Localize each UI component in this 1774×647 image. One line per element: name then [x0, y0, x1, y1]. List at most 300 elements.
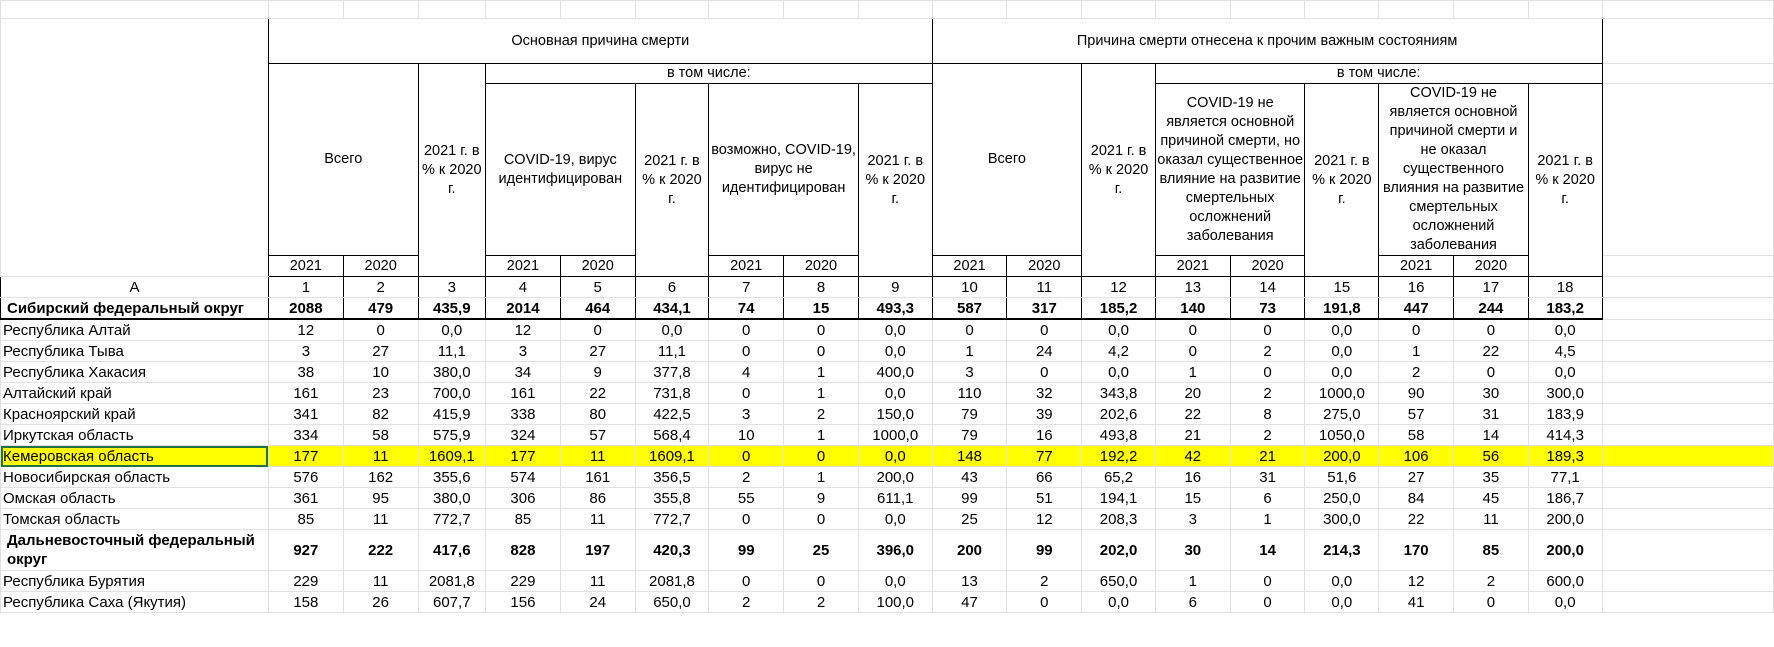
blank-cell[interactable] — [1602, 362, 1773, 383]
data-cell[interactable]: 0 — [709, 341, 784, 362]
data-cell[interactable]: 56 — [1454, 446, 1529, 467]
data-cell[interactable]: 9 — [560, 362, 635, 383]
blank-cell[interactable] — [418, 1, 486, 19]
data-cell[interactable]: 222 — [343, 530, 418, 571]
blank-cell[interactable] — [1602, 256, 1773, 277]
data-cell[interactable]: 8 — [1230, 404, 1305, 425]
data-cell[interactable]: 74 — [709, 298, 784, 320]
data-cell[interactable]: 1 — [932, 341, 1007, 362]
data-cell[interactable]: 32 — [1007, 383, 1082, 404]
corner-header-cell[interactable] — [1, 19, 269, 277]
data-cell[interactable]: 0,0 — [1305, 341, 1379, 362]
region-name-cell[interactable]: Кемеровская область — [1, 446, 269, 467]
blank-cell[interactable] — [1602, 488, 1773, 509]
column-index-number[interactable]: 18 — [1528, 277, 1602, 298]
data-cell[interactable]: 4,5 — [1528, 341, 1602, 362]
data-cell[interactable]: 14 — [1230, 530, 1305, 571]
data-cell[interactable]: 2 — [709, 467, 784, 488]
column-index-number[interactable]: 10 — [932, 277, 1007, 298]
data-cell[interactable]: 4,2 — [1082, 341, 1156, 362]
data-cell[interactable]: 200,0 — [858, 467, 932, 488]
data-cell[interactable]: 0 — [1454, 362, 1529, 383]
data-cell[interactable]: 170 — [1379, 530, 1454, 571]
data-cell[interactable]: 568,4 — [635, 425, 709, 446]
data-cell[interactable]: 208,3 — [1082, 509, 1156, 530]
data-cell[interactable]: 161 — [560, 467, 635, 488]
data-cell[interactable]: 200,0 — [1528, 530, 1602, 571]
data-cell[interactable]: 23 — [343, 383, 418, 404]
data-cell[interactable]: 0,0 — [635, 319, 709, 341]
data-cell[interactable]: 191,8 — [1305, 298, 1379, 320]
data-cell[interactable]: 16 — [1007, 425, 1082, 446]
data-cell[interactable]: 24 — [560, 592, 635, 613]
data-cell[interactable]: 11 — [560, 571, 635, 592]
data-cell[interactable]: 343,8 — [1082, 383, 1156, 404]
data-cell[interactable]: 355,6 — [418, 467, 486, 488]
data-cell[interactable]: 86 — [560, 488, 635, 509]
data-cell[interactable]: 0,0 — [1305, 592, 1379, 613]
data-cell[interactable]: 1 — [1230, 509, 1305, 530]
data-cell[interactable]: 26 — [343, 592, 418, 613]
data-cell[interactable]: 55 — [709, 488, 784, 509]
blank-cell[interactable] — [635, 1, 709, 19]
blank-cell[interactable] — [1602, 383, 1773, 404]
data-cell[interactable]: 600,0 — [1528, 571, 1602, 592]
data-cell[interactable]: 0,0 — [858, 509, 932, 530]
data-cell[interactable]: 0,0 — [858, 446, 932, 467]
data-cell[interactable]: 214,3 — [1305, 530, 1379, 571]
column-index-number[interactable]: 4 — [486, 277, 561, 298]
data-cell[interactable]: 57 — [560, 425, 635, 446]
data-cell[interactable]: 1 — [784, 383, 859, 404]
data-cell[interactable]: 22 — [1379, 509, 1454, 530]
data-cell[interactable]: 3 — [709, 404, 784, 425]
data-cell[interactable]: 828 — [486, 530, 561, 571]
data-cell[interactable]: 1609,1 — [418, 446, 486, 467]
data-cell[interactable]: 334 — [268, 425, 343, 446]
header-pct-col6[interactable]: 2021 г. в % к 2020 г. — [635, 84, 709, 277]
data-cell[interactable]: 51,6 — [1305, 467, 1379, 488]
data-cell[interactable]: 1 — [1155, 571, 1230, 592]
data-cell[interactable]: 0 — [1007, 362, 1082, 383]
data-cell[interactable]: 2088 — [268, 298, 343, 320]
header-year-2021[interactable]: 2021 — [1155, 256, 1230, 277]
data-cell[interactable]: 0,0 — [1528, 319, 1602, 341]
blank-cell[interactable] — [1379, 1, 1454, 19]
blank-cell[interactable] — [343, 1, 418, 19]
header-year-2021[interactable]: 2021 — [486, 256, 561, 277]
data-cell[interactable]: 338 — [486, 404, 561, 425]
data-cell[interactable]: 21 — [1230, 446, 1305, 467]
blank-cell[interactable] — [1305, 1, 1379, 19]
data-cell[interactable]: 95 — [343, 488, 418, 509]
data-cell[interactable]: 200 — [932, 530, 1007, 571]
data-cell[interactable]: 0 — [1454, 592, 1529, 613]
blank-cell[interactable] — [1082, 1, 1156, 19]
column-index-number[interactable]: 17 — [1454, 277, 1529, 298]
blank-cell[interactable] — [1602, 298, 1773, 320]
data-cell[interactable]: 0 — [1230, 362, 1305, 383]
data-cell[interactable]: 377,8 — [635, 362, 709, 383]
blank-cell[interactable] — [486, 1, 561, 19]
data-cell[interactable]: 185,2 — [1082, 298, 1156, 320]
data-cell[interactable]: 0,0 — [1528, 592, 1602, 613]
data-cell[interactable]: 0,0 — [1305, 319, 1379, 341]
region-name-cell[interactable]: Иркутская область — [1, 425, 269, 446]
data-cell[interactable]: 361 — [268, 488, 343, 509]
data-cell[interactable]: 21 — [1155, 425, 1230, 446]
data-cell[interactable]: 39 — [1007, 404, 1082, 425]
data-cell[interactable]: 587 — [932, 298, 1007, 320]
data-cell[interactable]: 464 — [560, 298, 635, 320]
blank-cell[interactable] — [1602, 530, 1773, 571]
data-cell[interactable]: 11,1 — [635, 341, 709, 362]
data-cell[interactable]: 0 — [1230, 571, 1305, 592]
data-cell[interactable]: 2 — [784, 404, 859, 425]
data-cell[interactable]: 300,0 — [1528, 383, 1602, 404]
data-cell[interactable]: 731,8 — [635, 383, 709, 404]
data-cell[interactable]: 0 — [1007, 592, 1082, 613]
data-cell[interactable]: 45 — [1454, 488, 1529, 509]
data-cell[interactable]: 0,0 — [858, 383, 932, 404]
data-cell[interactable]: 420,3 — [635, 530, 709, 571]
data-cell[interactable]: 0 — [784, 341, 859, 362]
header-year-2021[interactable]: 2021 — [709, 256, 784, 277]
data-cell[interactable]: 11 — [1454, 509, 1529, 530]
data-cell[interactable]: 47 — [932, 592, 1007, 613]
blank-cell[interactable] — [1454, 1, 1529, 19]
data-cell[interactable]: 183,2 — [1528, 298, 1602, 320]
data-cell[interactable]: 10 — [709, 425, 784, 446]
data-cell[interactable]: 177 — [486, 446, 561, 467]
header-year-2020[interactable]: 2020 — [784, 256, 859, 277]
data-cell[interactable]: 927 — [268, 530, 343, 571]
data-cell[interactable]: 85 — [268, 509, 343, 530]
data-cell[interactable]: 161 — [486, 383, 561, 404]
data-cell[interactable]: 650,0 — [1082, 571, 1156, 592]
blank-cell[interactable] — [1602, 341, 1773, 362]
data-cell[interactable]: 229 — [268, 571, 343, 592]
data-cell[interactable]: 31 — [1230, 467, 1305, 488]
data-cell[interactable]: 1 — [1155, 362, 1230, 383]
header-covid-possible[interactable]: возможно, COVID-19, вирус не идентифицирован — [709, 84, 859, 256]
blank-cell[interactable] — [1602, 84, 1773, 256]
header-year-2020[interactable]: 2020 — [343, 256, 418, 277]
header-pct-col3[interactable]: 2021 г. в % к 2020 г. — [418, 64, 486, 277]
data-cell[interactable]: 1 — [784, 425, 859, 446]
data-cell[interactable]: 99 — [1007, 530, 1082, 571]
data-cell[interactable]: 140 — [1155, 298, 1230, 320]
data-cell[interactable]: 14 — [1454, 425, 1529, 446]
data-cell[interactable]: 77,1 — [1528, 467, 1602, 488]
header-including-other[interactable]: в том числе: — [1155, 64, 1602, 84]
data-cell[interactable]: 194,1 — [1082, 488, 1156, 509]
blank-cell[interactable] — [1602, 509, 1773, 530]
region-name-cell[interactable]: Сибирский федеральный округ — [1, 298, 269, 320]
data-cell[interactable]: 0 — [709, 319, 784, 341]
header-year-2020[interactable]: 2020 — [1230, 256, 1305, 277]
header-year-2021[interactable]: 2021 — [932, 256, 1007, 277]
data-cell[interactable]: 58 — [1379, 425, 1454, 446]
data-cell[interactable]: 0 — [784, 571, 859, 592]
data-cell[interactable]: 80 — [560, 404, 635, 425]
region-name-cell[interactable]: Республика Тыва — [1, 341, 269, 362]
data-cell[interactable]: 575,9 — [418, 425, 486, 446]
data-cell[interactable]: 1 — [1379, 341, 1454, 362]
data-cell[interactable]: 435,9 — [418, 298, 486, 320]
data-cell[interactable]: 197 — [560, 530, 635, 571]
data-cell[interactable]: 202,6 — [1082, 404, 1156, 425]
region-name-cell[interactable]: Томская область — [1, 509, 269, 530]
blank-cell[interactable] — [1602, 1, 1773, 19]
region-name-cell[interactable]: Алтайский край — [1, 383, 269, 404]
data-cell[interactable]: 400,0 — [858, 362, 932, 383]
data-cell[interactable]: 434,1 — [635, 298, 709, 320]
data-cell[interactable]: 4 — [709, 362, 784, 383]
data-cell[interactable]: 0 — [1454, 319, 1529, 341]
column-index-number[interactable]: 12 — [1082, 277, 1156, 298]
data-cell[interactable]: 0 — [1007, 319, 1082, 341]
data-cell[interactable]: 355,8 — [635, 488, 709, 509]
data-cell[interactable]: 2 — [1230, 341, 1305, 362]
data-cell[interactable]: 700,0 — [418, 383, 486, 404]
data-cell[interactable]: 380,0 — [418, 362, 486, 383]
data-cell[interactable]: 0,0 — [1305, 362, 1379, 383]
data-cell[interactable]: 22 — [1454, 341, 1529, 362]
header-pct-col12[interactable]: 2021 г. в % к 2020 г. — [1082, 64, 1156, 277]
header-other-cause[interactable]: Причина смерти отнесена к прочим важным состояниям — [932, 19, 1602, 64]
data-cell[interactable]: 192,2 — [1082, 446, 1156, 467]
header-year-2020[interactable]: 2020 — [1454, 256, 1529, 277]
data-cell[interactable]: 1 — [784, 362, 859, 383]
blank-cell[interactable] — [1602, 425, 1773, 446]
data-cell[interactable]: 12 — [1379, 571, 1454, 592]
data-cell[interactable]: 1000,0 — [858, 425, 932, 446]
data-cell[interactable]: 82 — [343, 404, 418, 425]
data-cell[interactable]: 9 — [784, 488, 859, 509]
region-name-cell[interactable]: Омская область — [1, 488, 269, 509]
data-cell[interactable]: 22 — [560, 383, 635, 404]
blank-cell[interactable] — [1230, 1, 1305, 19]
data-cell[interactable]: 0 — [560, 319, 635, 341]
data-cell[interactable]: 12 — [268, 319, 343, 341]
data-cell[interactable]: 356,5 — [635, 467, 709, 488]
data-cell[interactable]: 0,0 — [858, 571, 932, 592]
blank-cell[interactable] — [858, 1, 932, 19]
data-cell[interactable]: 2081,8 — [418, 571, 486, 592]
data-cell[interactable]: 12 — [486, 319, 561, 341]
data-cell[interactable]: 0 — [1379, 319, 1454, 341]
data-cell[interactable]: 1000,0 — [1305, 383, 1379, 404]
data-cell[interactable]: 317 — [1007, 298, 1082, 320]
data-cell[interactable]: 16 — [1155, 467, 1230, 488]
data-cell[interactable]: 414,3 — [1528, 425, 1602, 446]
data-cell[interactable]: 2 — [784, 592, 859, 613]
data-cell[interactable]: 0 — [709, 571, 784, 592]
data-cell[interactable]: 417,6 — [418, 530, 486, 571]
data-cell[interactable]: 99 — [709, 530, 784, 571]
data-cell[interactable]: 35 — [1454, 467, 1529, 488]
data-cell[interactable]: 202,0 — [1082, 530, 1156, 571]
region-name-cell[interactable]: Новосибирская область — [1, 467, 269, 488]
data-cell[interactable]: 3 — [932, 362, 1007, 383]
column-index-number[interactable]: 14 — [1230, 277, 1305, 298]
data-cell[interactable]: 0 — [1155, 319, 1230, 341]
data-cell[interactable]: 493,3 — [858, 298, 932, 320]
header-covid-not-influenced[interactable]: COVID-19 не является основной причиной смерти и не оказал существенного влияния на развитие смертельных осложнений заболевания — [1379, 84, 1529, 256]
header-year-2020[interactable]: 2020 — [1007, 256, 1082, 277]
data-cell[interactable]: 2081,8 — [635, 571, 709, 592]
data-cell[interactable]: 161 — [268, 383, 343, 404]
data-cell[interactable]: 158 — [268, 592, 343, 613]
data-cell[interactable]: 25 — [932, 509, 1007, 530]
data-cell[interactable]: 396,0 — [858, 530, 932, 571]
column-index-number[interactable]: 6 — [635, 277, 709, 298]
data-cell[interactable]: 11 — [560, 509, 635, 530]
blank-cell[interactable] — [1602, 319, 1773, 341]
data-cell[interactable]: 3 — [1155, 509, 1230, 530]
header-year-2021[interactable]: 2021 — [268, 256, 343, 277]
data-cell[interactable]: 73 — [1230, 298, 1305, 320]
blank-cell[interactable] — [709, 1, 784, 19]
data-cell[interactable]: 85 — [486, 509, 561, 530]
data-cell[interactable]: 0,0 — [1082, 319, 1156, 341]
data-cell[interactable]: 41 — [1379, 592, 1454, 613]
data-cell[interactable]: 300,0 — [1305, 509, 1379, 530]
blank-cell[interactable] — [1602, 592, 1773, 613]
data-cell[interactable]: 24 — [1007, 341, 1082, 362]
column-index-number[interactable]: 8 — [784, 277, 859, 298]
column-index-number[interactable]: 5 — [560, 277, 635, 298]
data-cell[interactable]: 479 — [343, 298, 418, 320]
data-cell[interactable]: 57 — [1379, 404, 1454, 425]
header-total-other[interactable]: Всего — [932, 64, 1082, 256]
data-cell[interactable]: 15 — [1155, 488, 1230, 509]
data-cell[interactable]: 6 — [1155, 592, 1230, 613]
data-cell[interactable]: 27 — [560, 341, 635, 362]
data-cell[interactable]: 0 — [709, 446, 784, 467]
data-cell[interactable]: 0 — [1230, 319, 1305, 341]
data-cell[interactable]: 110 — [932, 383, 1007, 404]
data-cell[interactable]: 0 — [932, 319, 1007, 341]
column-index-number[interactable]: 16 — [1379, 277, 1454, 298]
data-cell[interactable]: 0 — [1230, 592, 1305, 613]
data-cell[interactable]: 772,7 — [635, 509, 709, 530]
data-cell[interactable]: 772,7 — [418, 509, 486, 530]
data-cell[interactable]: 77 — [1007, 446, 1082, 467]
column-index-number[interactable]: 2 — [343, 277, 418, 298]
data-cell[interactable]: 10 — [343, 362, 418, 383]
data-cell[interactable]: 0 — [784, 446, 859, 467]
data-cell[interactable]: 0 — [1155, 341, 1230, 362]
data-cell[interactable]: 611,1 — [858, 488, 932, 509]
header-main-cause[interactable]: Основная причина смерти — [268, 19, 932, 64]
blank-cell[interactable] — [1602, 467, 1773, 488]
column-index-number[interactable]: 11 — [1007, 277, 1082, 298]
data-cell[interactable]: 90 — [1379, 383, 1454, 404]
data-cell[interactable]: 2 — [1007, 571, 1082, 592]
region-name-cell[interactable]: Красноярский край — [1, 404, 269, 425]
data-cell[interactable]: 576 — [268, 467, 343, 488]
data-cell[interactable]: 3 — [486, 341, 561, 362]
data-cell[interactable]: 27 — [1379, 467, 1454, 488]
data-cell[interactable]: 200,0 — [1528, 509, 1602, 530]
data-cell[interactable]: 38 — [268, 362, 343, 383]
data-cell[interactable]: 100,0 — [858, 592, 932, 613]
data-cell[interactable]: 65,2 — [1082, 467, 1156, 488]
data-cell[interactable]: 2 — [1379, 362, 1454, 383]
blank-cell[interactable] — [1528, 1, 1602, 19]
data-cell[interactable]: 27 — [343, 341, 418, 362]
data-cell[interactable]: 34 — [486, 362, 561, 383]
data-cell[interactable]: 84 — [1379, 488, 1454, 509]
data-cell[interactable]: 162 — [343, 467, 418, 488]
data-cell[interactable]: 0 — [709, 383, 784, 404]
data-cell[interactable]: 12 — [1007, 509, 1082, 530]
header-pct-col15[interactable]: 2021 г. в % к 2020 г. — [1305, 84, 1379, 277]
header-including-main[interactable]: в том числе: — [486, 64, 933, 84]
data-cell[interactable]: 0 — [343, 319, 418, 341]
data-cell[interactable]: 447 — [1379, 298, 1454, 320]
header-pct-col18[interactable]: 2021 г. в % к 2020 г. — [1528, 84, 1602, 277]
data-cell[interactable]: 422,5 — [635, 404, 709, 425]
blank-cell[interactable] — [1155, 1, 1230, 19]
data-cell[interactable]: 177 — [268, 446, 343, 467]
data-cell[interactable]: 0,0 — [1305, 571, 1379, 592]
data-cell[interactable]: 0,0 — [418, 319, 486, 341]
data-cell[interactable]: 200,0 — [1305, 446, 1379, 467]
data-cell[interactable]: 2 — [1230, 425, 1305, 446]
data-cell[interactable]: 43 — [932, 467, 1007, 488]
data-cell[interactable]: 66 — [1007, 467, 1082, 488]
column-index-a[interactable]: А — [1, 277, 269, 298]
data-cell[interactable]: 0,0 — [858, 319, 932, 341]
header-covid-identified[interactable]: COVID-19, вирус идентифицирован — [486, 84, 636, 256]
header-pct-col9[interactable]: 2021 г. в % к 2020 г. — [858, 84, 932, 277]
data-cell[interactable]: 183,9 — [1528, 404, 1602, 425]
region-name-cell[interactable]: Республика Хакасия — [1, 362, 269, 383]
header-total-main[interactable]: Всего — [268, 64, 418, 256]
column-index-number[interactable]: 13 — [1155, 277, 1230, 298]
blank-cell[interactable] — [932, 1, 1007, 19]
data-cell[interactable]: 79 — [932, 425, 1007, 446]
data-cell[interactable]: 607,7 — [418, 592, 486, 613]
data-cell[interactable]: 2 — [1230, 383, 1305, 404]
data-cell[interactable]: 1 — [784, 467, 859, 488]
data-cell[interactable]: 0 — [784, 509, 859, 530]
column-index-number[interactable]: 1 — [268, 277, 343, 298]
column-index-number[interactable]: 15 — [1305, 277, 1379, 298]
header-year-2021[interactable]: 2021 — [1379, 256, 1454, 277]
data-cell[interactable]: 30 — [1155, 530, 1230, 571]
data-cell[interactable]: 30 — [1454, 383, 1529, 404]
blank-cell[interactable] — [1007, 1, 1082, 19]
data-cell[interactable]: 2 — [1454, 571, 1529, 592]
data-cell[interactable]: 31 — [1454, 404, 1529, 425]
data-cell[interactable]: 574 — [486, 467, 561, 488]
data-cell[interactable]: 415,9 — [418, 404, 486, 425]
blank-cell[interactable] — [1602, 446, 1773, 467]
blank-cell[interactable] — [1602, 19, 1773, 64]
data-cell[interactable]: 6 — [1230, 488, 1305, 509]
data-cell[interactable]: 15 — [784, 298, 859, 320]
data-cell[interactable]: 250,0 — [1305, 488, 1379, 509]
data-cell[interactable]: 11 — [343, 446, 418, 467]
data-cell[interactable]: 493,8 — [1082, 425, 1156, 446]
data-cell[interactable]: 58 — [343, 425, 418, 446]
data-cell[interactable]: 244 — [1454, 298, 1529, 320]
data-cell[interactable]: 51 — [1007, 488, 1082, 509]
